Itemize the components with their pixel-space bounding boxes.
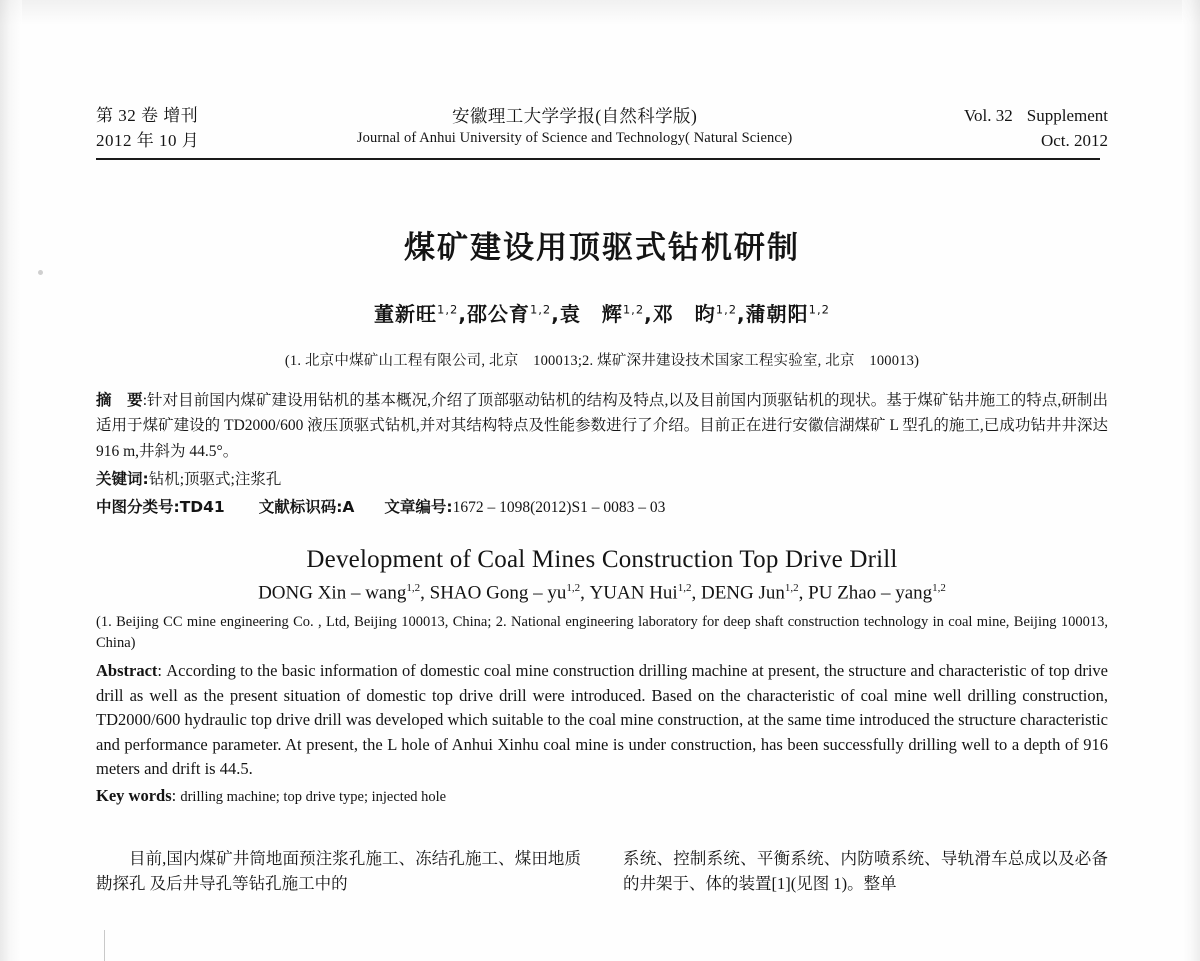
masthead-volume-line: 第 32 卷 增刊	[96, 106, 199, 125]
author-name-cn: 袁 辉	[559, 302, 623, 327]
abstract-text-en: According to the basic information of domestic coal mine construction drilling machine at present, the structure and characteristic of top drive drill as well as the present situation of domestic top drive drill were introduced. Based on the characteristic of coal mine well drilling construction, TD2000/600 hydraulic top drive drill was developed which suitable to the coal mine construction, at the same time introduced the structure characteristic and performance parameter. At present, the L hole of Anhui Xinhu coal mine is under construction, has been successfully drilling well to a depth of 916 meters and drift is 44.5.	[96, 661, 1108, 778]
masthead-divider	[96, 158, 1100, 160]
masthead-issue-block	[950, 104, 1108, 153]
affiliation-en: (1. Beijing CC mine engineering Co. , Ltd, Beijing 100013, China; 2. National engineering laboratory for deep shaft construction technology in coal mine, Beijing 100013, China)	[96, 614, 1108, 651]
author-affil-marker: 1,2	[808, 302, 830, 317]
abstract-text-cn: 针对目前国内煤矿建设用钻机的基本概况,介绍了顶部驱动钻机的结构及特点,以及目前国内顶驱钻机的现状。基于煤矿钻井施工的特点,研制出适用于煤矿建设的 TD2000/600 液压顶驱式钻机,并对其结构特点及性能参数进行了介绍。目前正在进行安徽信湖煤矿 L 型孔的施工,已成功钻井井深达 916 m,井斜为 44.5°。	[96, 392, 1108, 460]
abstract-block-en: Abstract: According to the basic information of domestic coal mine construction drilling machine at present, the structure and characteristic of top drive drill as well as the present situation of domestic top drive drill were introduced. Based on the characteristic of coal mine well drilling construction, TD2000/600 hydraulic top drive drill was developed which suitable to the coal mine construction, at the same time introduced the structure characteristic and performance parameter. At present, the L hole of Anhui Xinhu coal mine is under construction, has been successfully drilling well to a depth of 916 meters and drift is 44.5.	[96, 661, 1108, 778]
masthead-journal-block	[199, 103, 950, 147]
scan-artifact-dot	[38, 270, 43, 275]
scan-artifact-line	[104, 930, 105, 961]
author-affil-marker: 1,2	[437, 302, 459, 317]
articleid-label-cn: 文章编号:	[384, 497, 453, 516]
author-affil-marker: 1,2	[566, 581, 581, 594]
article-title-cn: 煤矿建设用顶驱式钻机研制	[404, 230, 800, 267]
author-name-en: DENG Jun	[700, 582, 785, 604]
abstract-paragraph-cn: 摘 要:针对目前国内煤矿建设用钻机的基本概况,介绍了顶部驱动钻机的结构及特点,以及目前国内顶驱钻机的现状。基于煤矿钻井施工的特点,研制出适用于煤矿建设的 TD2000/600 液压顶驱式钻机,并对其结构特点及性能参数进行了介绍。目前正在进行安徽信湖煤矿 L 型孔的施工,已成功钻井井深达 916 m,井斜为 44.5°。	[96, 391, 1108, 460]
author-name-cn: 董新旺	[374, 302, 438, 327]
body-paragraph-right: 系统、控制系统、平衡系统、内防喷系统、导轨滑车总成以及必备的井架于、体的装置[1](见图 1)。整单	[623, 849, 1108, 894]
author-name-en: SHAO Gong – yu	[429, 582, 567, 604]
author-list-cn: 董新旺$^{1,2}$,邵公育$^{1,2}$,袁 辉$^{1,2}$,邓 昀$^{1,2}$,蒲朝阳$^{1,2}$	[374, 302, 830, 327]
clc-label-cn: 中图分类号:	[96, 497, 180, 516]
clc-value-cn: TD41	[179, 497, 225, 516]
author-name-cn: 邓 昀	[652, 302, 716, 327]
keywords-row-en: Key words: drilling machine; top drive type; injected hole	[96, 786, 447, 806]
abstract-label-en: Abstract	[96, 661, 158, 681]
author-affil-marker: 1,2	[529, 302, 552, 317]
abstract-block-cn	[96, 388, 1108, 520]
author-affil-marker: 1,2	[677, 581, 692, 594]
abstract-label-cn: 摘 要	[96, 391, 143, 410]
author-name-en: PU Zhao – yang	[808, 582, 933, 604]
author-name-en: YUAN Hui	[589, 582, 678, 604]
journal-masthead	[96, 104, 1108, 153]
affiliation-cn: (1. 北京中煤矿山工程有限公司, 北京 100013;2. 煤矿深井建设技术国家工程实验室, 北京 100013)	[284, 353, 920, 370]
articleid-value-cn: 1672 – 1098(2012)S1 – 0083 – 03	[452, 498, 666, 516]
author-affil-marker: 1,2	[715, 302, 738, 317]
body-column-left	[96, 846, 581, 896]
keywords-label-cn: 关键词:	[96, 469, 149, 488]
keywords-text-en: drilling machine; top drive type; injected hole	[180, 789, 447, 806]
masthead-supplement-label: Supplement	[1026, 106, 1108, 125]
journal-name-cn: 安徽理工大学学报(自然科学版)	[452, 106, 698, 126]
masthead-vol-row	[950, 104, 1108, 129]
article-title-en: Development of Coal Mines Construction Top Drive Drill	[306, 545, 898, 573]
body-paragraph-left: 目前,国内煤矿井筒地面预注浆孔施工、冻结孔施工、煤田地质勘探孔 及后井导孔等钻孔施工中的	[96, 849, 581, 894]
author-affil-marker: 1,2	[932, 581, 946, 594]
journal-name-en: Journal of Anhui University of Science and Technology( Natural Science)	[356, 130, 793, 146]
scan-edge-right	[1182, 0, 1200, 961]
author-name-cn: 邵公育	[466, 302, 530, 327]
keywords-text-cn: 钻机;顶驱式;注浆孔	[148, 470, 282, 488]
masthead-date-line: 2012 年 10 月	[96, 130, 200, 150]
masthead-date-en: Oct. 2012	[1040, 130, 1108, 150]
masthead-vol-label: Vol. 32	[963, 106, 1013, 125]
body-columns	[96, 846, 1108, 896]
keywords-label-en: Key words	[96, 786, 172, 806]
author-name-cn: 蒲朝阳	[745, 302, 809, 327]
author-name-en: DONG Xin – wang	[258, 582, 407, 604]
keywords-row-cn	[96, 467, 1108, 492]
scan-edge-left	[0, 0, 22, 961]
page-content	[96, 104, 1108, 897]
masthead-volume-block	[96, 104, 199, 153]
scan-edge-top	[0, 0, 1200, 26]
classification-row-cn	[96, 495, 1108, 520]
author-affil-marker: 1,2	[622, 302, 645, 317]
doccode-label-cn: 文献标识码:	[258, 497, 343, 516]
author-list-en: DONG Xin – wang$^{1,2}$, SHAO Gong – yu$^{1,2}$, YUAN Hui$^{1,2}$, DENG Jun$^{1,2}$, PU Zhao – yang$^{1,2}$	[258, 581, 946, 604]
doccode-value-cn: A	[342, 497, 355, 516]
author-affil-marker: 1,2	[406, 581, 421, 594]
author-affil-marker: 1,2	[784, 581, 799, 594]
body-column-right	[623, 846, 1108, 896]
